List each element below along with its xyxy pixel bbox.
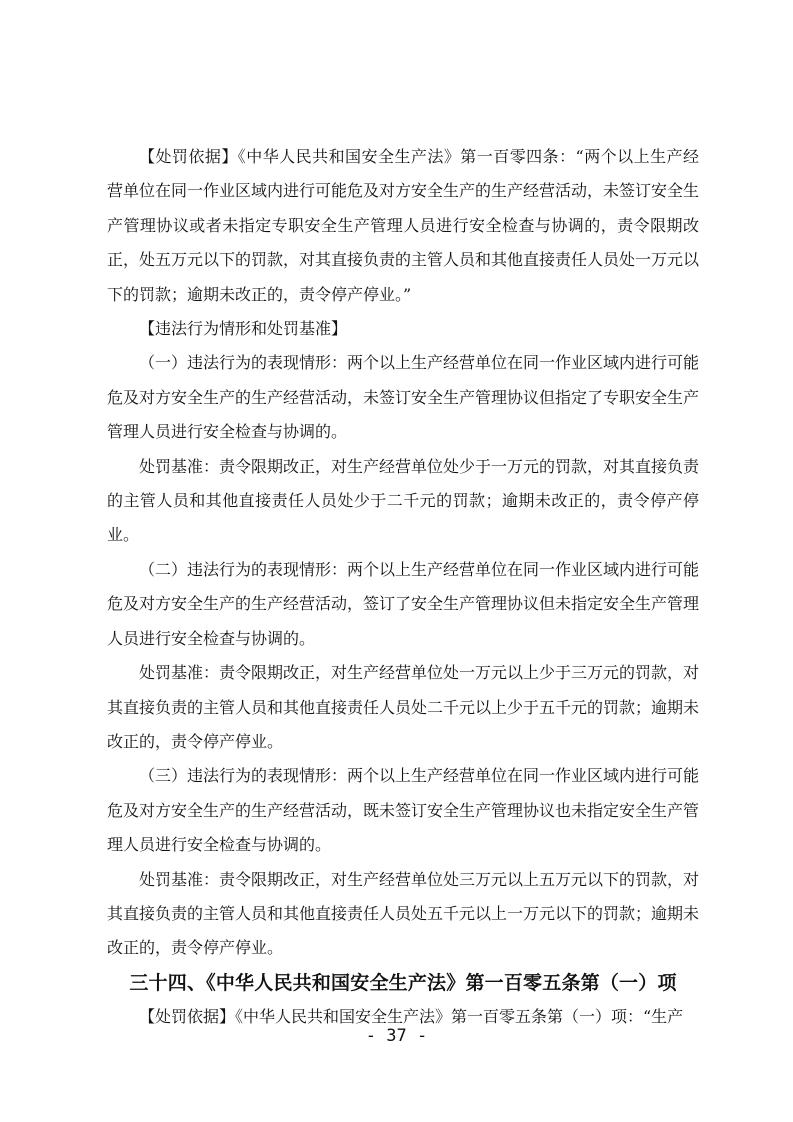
case-three-penalty: 处罚基准：责令限期改正，对生产经营单位处三万元以上五万元以下的罚款，对其直接负责的主管人员和其他直接责任人员处五千元以上一万元以下的罚款；逾期未改正的，责令停产停业。 [107,869,700,958]
case-two-description: （二）违法行为的表现情形：两个以上生产经营单位在同一作业区域内进行可能危及对方安全生产的生产经营活动，签订了安全生产管理协议但未指定安全生产管理人员进行安全检查与协调的。 [107,559,700,648]
case-one-description: （一）违法行为的表现情形：两个以上生产经营单位在同一作业区域内进行可能危及对方安全生产的生产经营活动，未签订安全生产管理协议但指定了专职安全生产管理人员进行安全检查与协调的。 [107,353,700,442]
penalty-basis-paragraph: 【处罚依据】《中华人民共和国安全生产法》第一百零四条：“两个以上生产经营单位在同一作业区域内进行可能危及对方安全生产的生产经营活动，未签订安全生产管理协议或者未指定专职安全生产管理人员进行安全检查与协调的，责令限期改正，处五万元以下的罚款，对其直接负责的主管人员和其他直接责任人员处一万元以下的罚款；逾期未改正的，责令停产停业。” [107,147,700,304]
violation-standard-heading: 【违法行为情形和处罚基准】 [139,319,348,339]
page-number: - 37 - [365,1026,428,1046]
next-penalty-basis-paragraph: 【处罚依据】《中华人民共和国安全生产法》第一百零五条第（一）项：“生产 [139,1007,684,1027]
case-one-penalty: 处罚基准：责令限期改正，对生产经营单位处少于一万元的罚款，对其直接负责的主管人员和其他直接责任人员处少于二千元的罚款；逾期未改正的，责令停产停业。 [107,456,700,545]
section-heading: 三十四、《中华人民共和国安全生产法》第一百零五条第（一）项 [129,971,677,994]
case-three-description: （三）违法行为的表现情形：两个以上生产经营单位在同一作业区域内进行可能危及对方安全生产的生产经营活动，既未签订安全生产管理协议也未指定安全生产管理人员进行安全检查与协调的。 [107,766,700,855]
page-body [107,140,699,1035]
case-two-penalty: 处罚基准：责令限期改正，对生产经营单位处一万元以上少于三万元的罚款，对其直接负责的主管人员和其他直接责任人员处二千元以上少于五千元的罚款；逾期未改正的，责令停产停业。 [107,663,700,751]
